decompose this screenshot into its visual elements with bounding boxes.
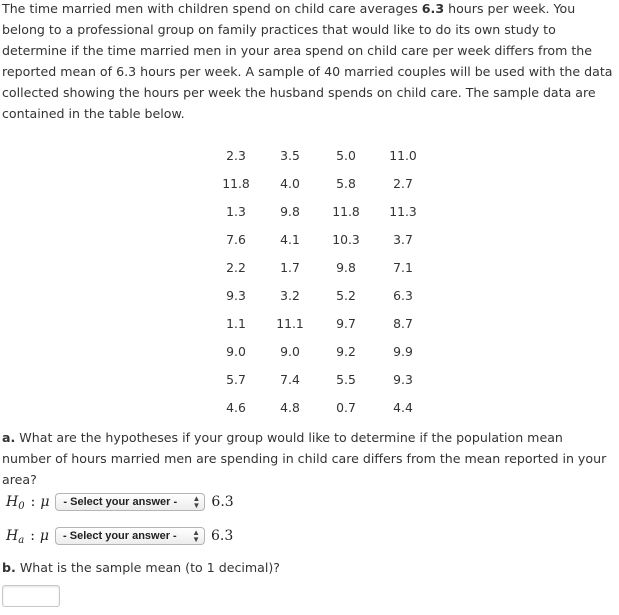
table-cell: 3.5 <box>280 147 300 163</box>
table-row <box>210 197 432 225</box>
table-cell: 9.7 <box>336 315 356 331</box>
sample-data-table <box>210 141 432 421</box>
ha-mu: μ <box>39 528 50 544</box>
table-row <box>210 225 432 253</box>
h0-value: 6.3 <box>211 494 234 510</box>
sample-mean-input[interactable] <box>2 585 60 607</box>
table-cell: 3.2 <box>280 287 300 303</box>
table-cell: 11.8 <box>222 175 250 191</box>
table-row <box>210 393 432 421</box>
table-cell: 5.5 <box>336 371 356 387</box>
table-cell: 4.6 <box>226 399 246 415</box>
table-cell: 11.8 <box>332 203 360 219</box>
table-row <box>210 365 432 393</box>
table-cell: 10.3 <box>332 231 360 247</box>
question-b <box>2 557 280 578</box>
alternative-hypothesis-row <box>6 527 233 545</box>
table-row <box>210 337 432 365</box>
intro-text-before: The time married men with children spend on child care averages <box>2 1 422 16</box>
h0-colon: : <box>30 494 36 510</box>
h0-subscript: 0 <box>18 500 25 512</box>
table-row <box>210 141 432 169</box>
table-cell: 2.3 <box>226 147 246 163</box>
select-arrows-icon: ▲ ▼ <box>192 528 201 544</box>
table-cell: 11.3 <box>389 203 417 219</box>
table-cell: 7.6 <box>226 231 246 247</box>
table-cell: 2.7 <box>393 175 413 191</box>
ha-operator-select[interactable] <box>55 527 205 545</box>
problem-intro <box>2 0 614 124</box>
table-cell: 9.0 <box>280 343 300 359</box>
table-cell: 5.0 <box>336 147 356 163</box>
intro-text-after: hours per week. You belong to a professional group on family practices that would like to do its own study to determine if the time married men in your area spend on child care per week differs from the reported mean of 6.3 hours per week. A sample of 40 married couples will be used with the data collected showing the hours per week the husband spends on child care. The sample data are contained in the table below. <box>2 1 613 121</box>
sample-data-body <box>210 141 432 421</box>
table-cell: 9.3 <box>393 371 413 387</box>
h0-mu: μ <box>40 494 50 510</box>
table-cell: 9.2 <box>336 343 356 359</box>
table-cell: 9.9 <box>393 343 413 359</box>
select-arrows-icon: ▲ ▼ <box>192 494 201 510</box>
table-row <box>210 169 432 197</box>
ha-colon: : <box>30 528 35 544</box>
table-cell: 8.7 <box>393 315 413 331</box>
h0-symbol: H <box>6 494 19 510</box>
ha-select-label: - Select your answer - <box>63 530 177 542</box>
null-hypothesis-row <box>6 493 234 511</box>
ha-subscript: a <box>18 534 25 546</box>
question-b-label: b. <box>2 560 16 575</box>
table-cell: 11.0 <box>389 147 417 163</box>
table-cell: 7.1 <box>393 259 413 275</box>
table-cell: 9.8 <box>280 203 300 219</box>
table-cell: 9.8 <box>336 259 356 275</box>
h0-select-label: - Select your answer - <box>63 496 178 508</box>
question-a-label: a. <box>2 430 16 445</box>
table-cell: 4.1 <box>280 231 300 247</box>
table-cell: 5.2 <box>336 287 356 303</box>
table-cell: 6.3 <box>393 287 413 303</box>
table-cell: 11.1 <box>276 315 304 331</box>
h0-operator-select[interactable] <box>55 493 205 511</box>
table-row <box>210 309 432 337</box>
ha-value: 6.3 <box>211 528 234 544</box>
table-cell: 0.7 <box>336 399 356 415</box>
question-a <box>2 427 614 490</box>
table-cell: 4.4 <box>393 399 413 415</box>
table-cell: 3.7 <box>393 231 413 247</box>
table-cell: 9.0 <box>226 343 246 359</box>
table-cell: 9.3 <box>226 287 246 303</box>
table-cell: 1.3 <box>226 203 246 219</box>
table-cell: 5.7 <box>226 371 246 387</box>
ha-symbol: H <box>6 528 19 544</box>
table-cell: 4.0 <box>280 175 300 191</box>
intro-mean-value: 6.3 <box>421 1 445 16</box>
table-cell: 2.2 <box>226 259 246 275</box>
table-cell: 1.1 <box>226 315 246 331</box>
table-cell: 1.7 <box>280 259 300 275</box>
table-row <box>210 281 432 309</box>
table-row <box>210 253 432 281</box>
question-a-text: What are the hypotheses if your group would like to determine if the population mean number of hours married men are spending in child care differs from the mean reported in your area? <box>2 430 607 487</box>
question-b-text: What is the sample mean (to 1 decimal)? <box>15 560 280 575</box>
table-cell: 5.8 <box>336 175 356 191</box>
table-cell: 7.4 <box>280 371 300 387</box>
table-cell: 4.8 <box>280 399 300 415</box>
